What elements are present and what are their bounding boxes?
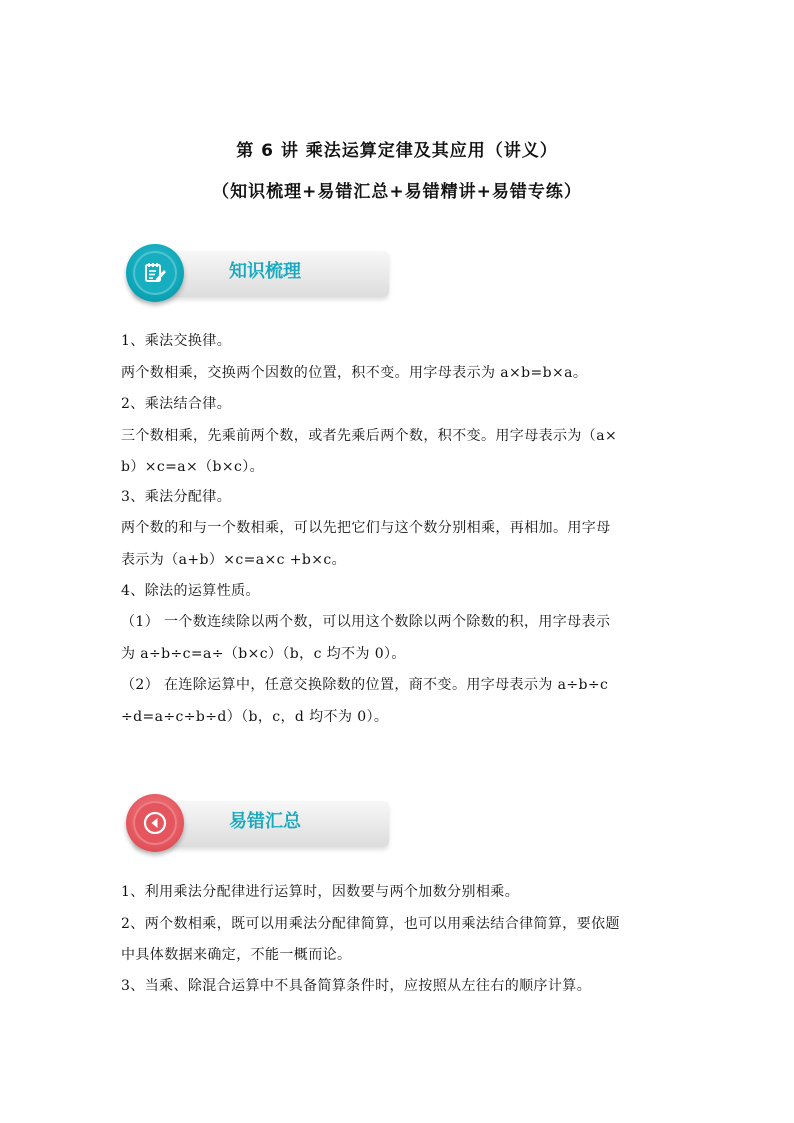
text-line: 2、乘法结合律。 (121, 396, 232, 412)
banner-badge (126, 244, 184, 302)
banner-badge (126, 794, 184, 852)
text-line: （1） 一个数连续除以两个数，可以用这个数除以两个除数的积，用字母表示 (121, 614, 611, 630)
text-line: 3、当乘、除混合运算中不具备简算条件时，应按照从左往右的顺序计算。 (121, 978, 592, 994)
text-line: 3、乘法分配律。 (121, 489, 232, 505)
section-banner-knowledge (123, 247, 391, 303)
notepad-pencil-icon (133, 251, 177, 295)
text-line: b）×c=a×（b×c）。 (121, 459, 265, 475)
section-heading-knowledge: 知识梳理 (229, 261, 301, 282)
text-line: 4、除法的运算性质。 (121, 583, 260, 599)
text-line: 三个数相乘，先乘前两个数，或者先乘后两个数，积不变。用字母表示为（a× (121, 428, 618, 444)
text-line: 两个数的和与一个数相乘，可以先把它们与这个数分别相乘，再相加。用字母 (121, 520, 611, 536)
text-line: 表示为（a+b）×c=a×c +b×c。 (121, 552, 346, 568)
text-line: 1、利用乘法分配律进行运算时，因数要与两个加数分别相乘。 (121, 884, 520, 900)
section-heading-errors: 易错汇总 (229, 811, 301, 832)
lecture-subtitle: （知识梳理+易错汇总+易错精讲+易错专练） (212, 182, 582, 202)
text-line: 1、乘法交换律。 (121, 333, 232, 349)
text-line: 两个数相乘，交换两个因数的位置，积不变。用字母表示为 a×b=b×a。 (121, 365, 588, 381)
text-line: （2） 在连除运算中，任意交换除数的位置，商不变。用字母表示为 a÷b÷c (121, 677, 609, 693)
lecture-title: 第 6 讲 乘法运算定律及其应用（讲义） (236, 141, 558, 161)
section-banner-errors (123, 797, 391, 853)
text-line: 2、两个数相乘，既可以用乘法分配律简算，也可以用乘法结合律简算，要依题 (121, 916, 620, 932)
text-line: ÷d=a÷c÷b÷d）（b，c，d 均不为 0）。 (121, 709, 389, 725)
text-line: 为 a÷b÷c=a÷（b×c）（b，c 均不为 0）。 (121, 646, 406, 662)
play-back-icon (133, 801, 177, 845)
text-line: 中具体数据来确定，不能一概而论。 (121, 947, 352, 963)
